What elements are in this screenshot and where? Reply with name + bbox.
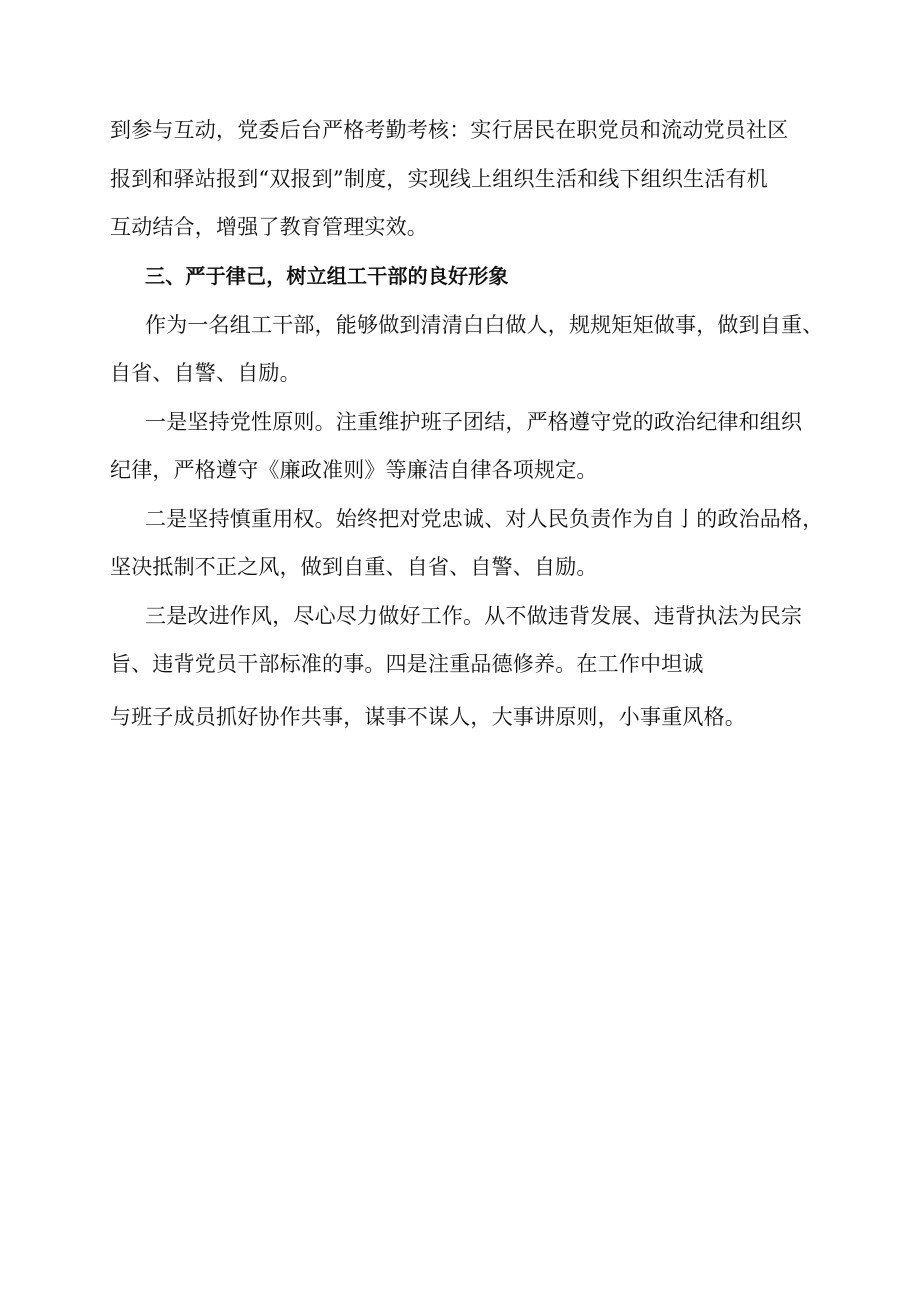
text-line: 自省、自警、自励。 <box>110 361 301 385</box>
text-line: 与班子成员抓好协作共事，谋事不谋人，大事讲原则，小事重风格。 <box>110 705 746 729</box>
text-line: 纪律，严格遵守《廉政准则》等廉洁自律各项规定。 <box>110 458 598 482</box>
text-line: 互动结合，增强了教育管理实效。 <box>110 215 428 239</box>
paragraph-first-line: 二是坚持慎重用权。始终把对党忠诚、对人民负责作为自亅的政治品格， <box>145 507 824 531</box>
paragraph-first-line: 三是改进作风，尽心尽力做好工作。从不做违背发展、违背执法为民宗 <box>145 604 803 628</box>
text-line: 旨、违背党员干部标准的事。四是注重品德修养。在工作中坦诚 <box>110 652 704 676</box>
paragraph-first-line: 一是坚持党性原则。注重维护班子团结，严格遵守党的政治纪律和组织 <box>145 410 803 434</box>
section-heading: 三、严于律己，树立组工干部的良好形象 <box>145 264 509 288</box>
text-line: 到参与互动，党委后台严格考勤考核：实行居民在职党员和流动党员社区 <box>110 118 789 142</box>
paragraph-first-line: 作为一名组工干部，能够做到清清白白做人，规规矩矩做事，做到自重、 <box>145 313 824 337</box>
text-line: 坚决抵制不正之风，做到自重、自省、自警、自励。 <box>110 555 598 579</box>
text-line: 报到和驿站报到“双报到”制度，实现线上组织生活和线下组织生活有机 <box>110 167 768 191</box>
